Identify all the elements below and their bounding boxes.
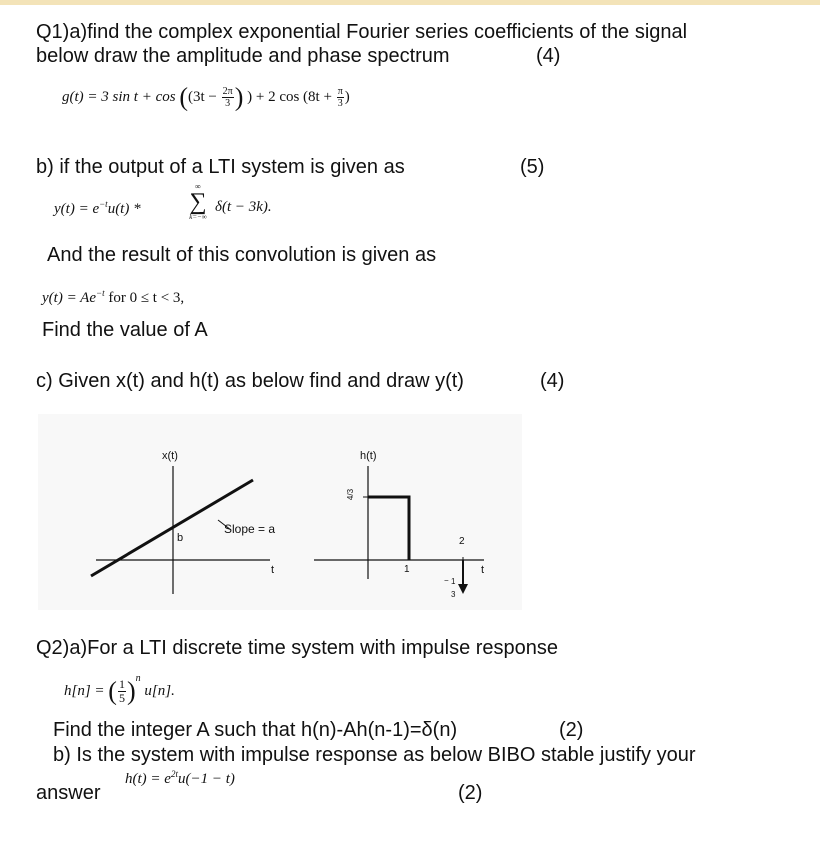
h-discrete-equation: h[n] = ( $\frac{1}{5}$ )$^n$ u[n]. xyxy=(64,673,175,706)
h-impulse-num: 1 xyxy=(451,577,456,586)
q1b-marks: (5) xyxy=(520,156,545,178)
h-impulse-minus: − xyxy=(444,576,449,585)
q1a-line2: below draw the amplitude and phase spectrum xyxy=(36,45,450,67)
q1c-line: c) Given x(t) and h(t) as below find and draw y(t) xyxy=(36,370,464,392)
q2a-find: Find the integer A such that h(n)-Ah(n-1)=δ(n) xyxy=(53,719,458,741)
y-equation-lhs: $y(t) = e^{-t}u(t)$ * xyxy=(54,199,141,217)
y-equation-term: δ(t − 3k). xyxy=(215,199,272,215)
q1a-marks: (4) xyxy=(536,45,561,67)
q1c-marks: (4) xyxy=(540,370,565,392)
h-rectangle xyxy=(368,497,409,560)
q1b-line: b) if the output of a LTI system is given as xyxy=(36,156,405,178)
h-tick-one-label: 1 xyxy=(404,564,410,575)
g-eq-lhs: g(t) = 3 sin t + cos xyxy=(62,88,176,105)
g-equation: g(t) = 3 sin t + cos ((3t − $\frac{2\pi}{3}$ ) ) + 2 cos (8t + $\frac{\pi}{3}$ ) xyxy=(62,82,350,112)
x-intercept-b: b xyxy=(177,532,184,544)
q1b-result-text: And the result of this convolution is given as xyxy=(47,244,437,266)
q2b-marks: (2) xyxy=(458,782,483,804)
h-four-thirds-label: 4/3 xyxy=(346,488,356,501)
h-axis-t: t xyxy=(481,564,485,576)
x-title: x(t) xyxy=(162,450,178,462)
h-title: h(t) xyxy=(360,450,377,462)
g-eq-open: (3t − xyxy=(188,88,217,105)
q2a-marks: (2) xyxy=(559,719,584,741)
signals-figure xyxy=(38,414,522,610)
g-eq-end: ) xyxy=(344,88,350,105)
q2a-line: Q2)a)For a LTI discrete time system with impulse response xyxy=(36,637,559,659)
h-tick-two-label: 2 xyxy=(459,536,465,547)
x-slope-label: Slope = a xyxy=(224,522,276,536)
g-eq-frac1: $\frac{2\pi}{3}$ xyxy=(222,86,233,109)
h-impulse-den: 3 xyxy=(451,590,456,599)
x-axis-t: t xyxy=(271,564,275,576)
sum-operator: ∞ ∑ k=−∞ xyxy=(189,182,207,221)
signals-figure-svg xyxy=(38,414,522,610)
q2b-line: b) Is the system with impulse response as below BIBO stable justify your xyxy=(53,744,696,766)
q1a-line1: Q1)a)find the complex exponential Fourier series coefficients of the signal xyxy=(36,21,688,43)
g-eq-close: ) + 2 cos (8t + xyxy=(247,88,332,105)
y-result-equation: $y(t) = Ae^{-t}$ for 0 ≤ t < 3, xyxy=(42,288,185,306)
g-eq-frac2: $\frac{\pi}{3}$ xyxy=(337,86,343,109)
h-impulse-arrow xyxy=(458,584,468,594)
top-accent-bar xyxy=(0,0,820,5)
q1b-find: Find the value of A xyxy=(42,319,208,341)
h-continuous-equation: $h(t) = e^{2t}u(-1 - t)$ xyxy=(125,769,235,787)
q2b-answer: answer xyxy=(36,782,101,804)
